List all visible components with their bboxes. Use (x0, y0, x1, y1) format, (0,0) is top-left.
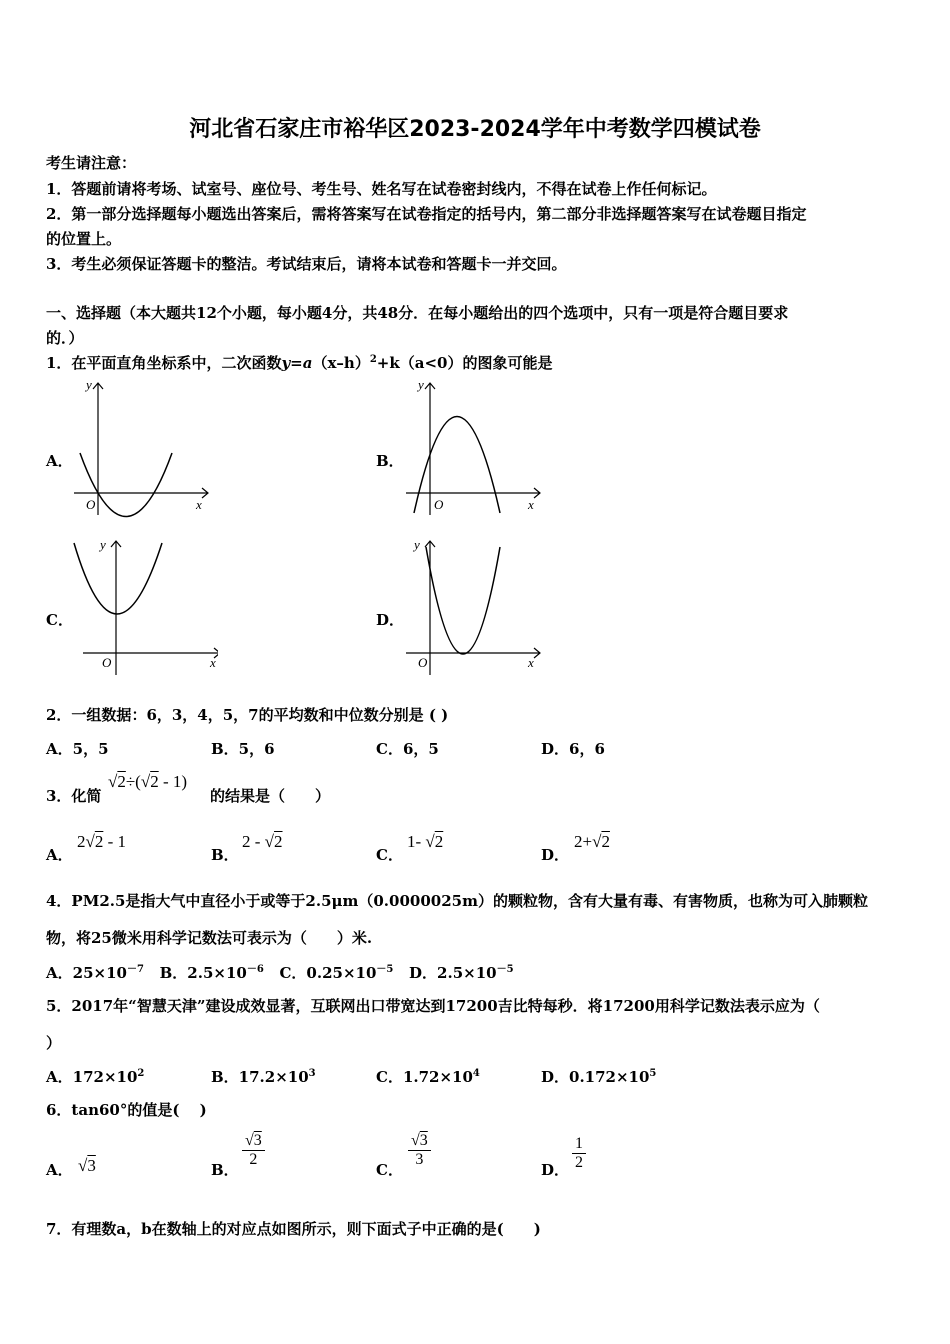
question-4-stem: 4．PM2.5是指大气中直径小于或等于2.5μm（0.0000025m）的颗粒物，含有大量有毒、有害物质，也称为可入肺颗粒 (46, 892, 868, 910)
q6-option-c-fraction: $\frac{√3}{3}$ (408, 1132, 431, 1169)
question-5-stem: 5．2017年“智慧天津”建设成效显著，互联网出口带宽达到17200吉比特每秒．将17200用科学记数法表示应为（ (46, 997, 820, 1015)
axis-x-label: x (196, 497, 202, 512)
axis-x-label: x (528, 497, 534, 512)
section-heading: 一、选择题（本大题共12个小题，每小题4分，共48分．在每小题给出的四个选项中，只有一项是符合题目要求 (46, 304, 789, 322)
notice-item: 2．第一部分选择题每小题选出答案后，需将答案写在试卷指定的括号内，第二部分非选择题答案写在试卷题目指定 (46, 205, 807, 223)
q1-option-c-label: C． (46, 611, 73, 629)
q6-option-b-label: B． (211, 1161, 239, 1179)
question-2-stem: 2．一组数据：6，3，4，5，7的平均数和中位数分别是 ( ) (46, 706, 449, 724)
q2-option-b: B．5，6 (211, 740, 275, 758)
q3-option-a-expr: 2√2 - 1 (77, 832, 127, 851)
axis-origin-label: O (86, 497, 96, 512)
q1-option-a-label: A． (46, 452, 73, 470)
page-title: 河北省石家庄市裕华区2023-2024学年中考数学四模试卷 (189, 117, 761, 142)
question-3-suffix: 的结果是（ ） (210, 787, 331, 805)
q2-option-c: C．6，5 (376, 740, 439, 758)
q5-option-d: D．$0.172\times 10^5$ (541, 1068, 657, 1086)
section-heading-cont: 的．） (46, 329, 84, 347)
q3-option-b-expr: 2 - √2 (242, 832, 283, 851)
axis-origin-label: O (434, 497, 444, 512)
axis-x-label: x (210, 655, 216, 670)
question-1-stem: 1．在平面直角坐标系中，二次函数$y=a(x-h)^2+k(a<0)$的图象可能是 (46, 354, 553, 372)
q5-option-a: A．$172\times 10^2$ (46, 1068, 145, 1086)
q6-option-c-label: C． (376, 1161, 403, 1179)
axis-origin-label: O (102, 655, 112, 670)
q2-option-a: A．5，5 (46, 740, 109, 758)
axis-y-label: y (414, 537, 420, 552)
notice-item: 3．考生必须保证答题卡的整洁。考试结束后，请将本试卷和答题卡一并交回。 (46, 255, 567, 273)
notice-heading: 考生请注意： (46, 154, 137, 172)
notice-item: 1．答题前请将考场、试室号、座位号、考生号、姓名写在试卷密封线内，不得在试卷上作任何标记。 (46, 180, 717, 198)
question-5-stem-cont: ） (46, 1034, 62, 1052)
q1-graph-b (400, 375, 550, 520)
axis-y-label: y (418, 377, 424, 392)
q6-option-b-fraction: $\frac{√3}{2}$ (242, 1132, 265, 1169)
notice-item: 的位置上。 (46, 230, 122, 248)
q6-option-a-label: A． (46, 1161, 73, 1179)
q1-option-b-label: B． (376, 452, 404, 470)
question-3-expression: √2÷(√2 - 1) (108, 772, 188, 791)
q5-option-c: C．$1.72\times 10^4$ (376, 1068, 480, 1086)
q1-graph-d (400, 535, 550, 675)
q6-option-d-label: D． (541, 1161, 570, 1179)
axis-x-label: x (528, 655, 534, 670)
q6-option-a-expr: √3 (78, 1156, 96, 1175)
q3-option-c-expr: 1- √2 (407, 832, 444, 851)
q1-graph-a (68, 375, 218, 520)
axis-origin-label: O (418, 655, 428, 670)
q3-option-d-label: D． (541, 846, 570, 864)
q3-option-b-label: B． (211, 846, 239, 864)
q5-option-b: B．$17.2\times 10^3$ (211, 1068, 316, 1086)
q3-option-d-expr: 2+√2 (574, 832, 610, 851)
q1-option-d-label: D． (376, 611, 405, 629)
question-4-stem-cont: 物，将25微米用科学记数法可表示为（ ）米. (46, 929, 373, 947)
q3-option-a-label: A． (46, 846, 73, 864)
q2-option-d: D．6，6 (541, 740, 605, 758)
q6-option-d-fraction: $\frac{1}{2}$ (572, 1135, 586, 1172)
q4-options: A．$25\times 10^{-7}$ B．$2.5\times 10^{-6}$ C．$0.25\times 10^{-5}$ D．$2.5\times 10^{-5}$ (46, 964, 514, 982)
q3-option-c-label: C． (376, 846, 403, 864)
question-6-stem: 6．tan60°的值是( ) (46, 1101, 207, 1119)
axis-y-label: y (86, 377, 92, 392)
axis-y-label: y (100, 537, 106, 552)
question-3-prefix: 3．化简 (46, 787, 102, 805)
q1-graph-c (68, 535, 218, 675)
question-7-stem: 7．有理数a，b在数轴上的对应点如图所示，则下面式子中正确的是( ) (46, 1220, 541, 1238)
